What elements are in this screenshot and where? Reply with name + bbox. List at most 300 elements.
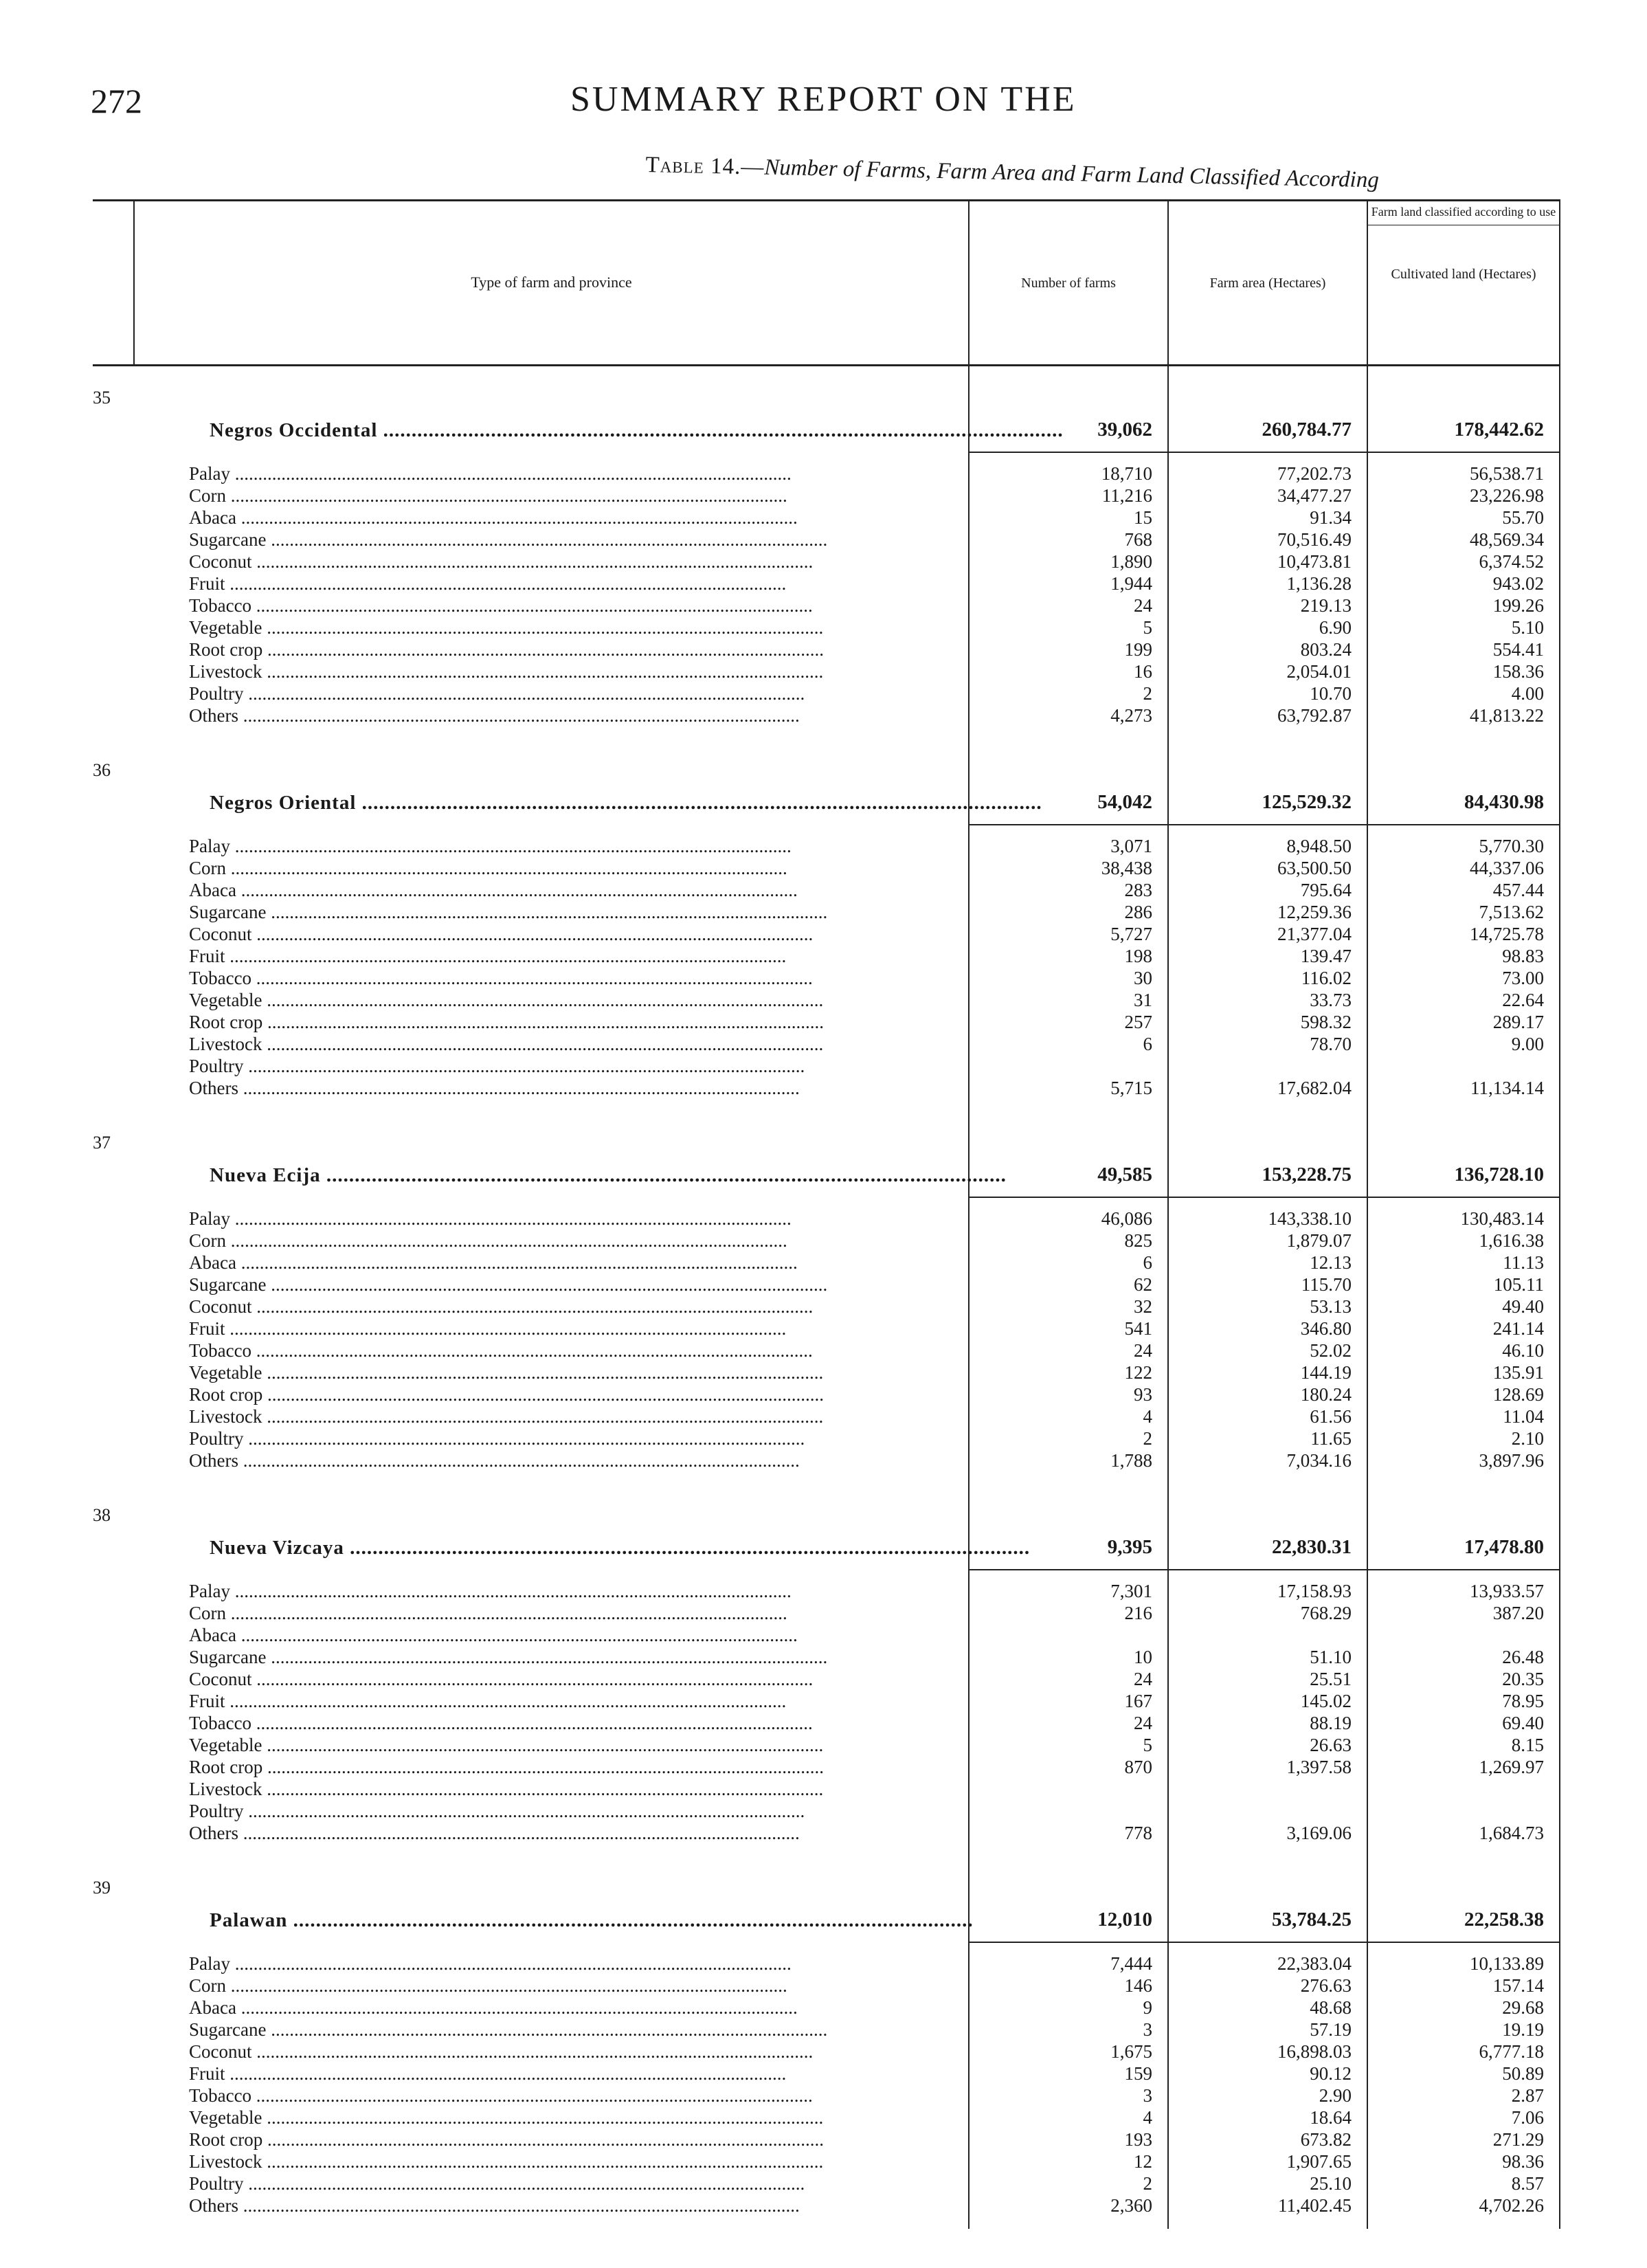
farm-area: 10.70	[1168, 682, 1367, 704]
farm-area: 52.02	[1168, 1339, 1367, 1361]
farm-count: 24	[969, 1339, 1168, 1361]
cultivated-area: 14,725.78	[1367, 923, 1560, 945]
farm-area: 3,169.06	[1168, 1822, 1367, 1844]
farm-area: 78.70	[1168, 1033, 1367, 1055]
table-row	[93, 1690, 1560, 1712]
province-area-total: 53,784.25	[1168, 1856, 1367, 1942]
farm-count: 32	[969, 1296, 1168, 1318]
farm-area: 51.10	[1168, 1646, 1367, 1668]
table-row	[93, 1668, 1560, 1690]
farm-area: 53.13	[1168, 1296, 1367, 1318]
farm-area: 803.24	[1168, 638, 1367, 660]
spacer-cell	[1168, 2216, 1367, 2229]
farm-table-container	[93, 199, 1560, 2216]
farm-area: 768.29	[1168, 1602, 1367, 1624]
cultivated-area: 11,134.14	[1367, 1077, 1560, 1099]
farm-count: 198	[969, 945, 1168, 967]
farm-count: 1,675	[969, 2041, 1168, 2063]
spacer-cell	[93, 1471, 134, 1484]
farm-count: 38,438	[969, 857, 1168, 879]
province-row-number: 39	[93, 1878, 111, 1898]
farm-count: 146	[969, 1975, 1168, 1997]
cultivated-area: 78.95	[1367, 1690, 1560, 1712]
province-name: Negros Occidental ........................................................................................................................	[210, 419, 1064, 441]
cultivated-area: 11.13	[1367, 1252, 1560, 1274]
row-spacer-cell	[93, 1077, 134, 1099]
cultivated-area: 6,777.18	[1367, 2041, 1560, 2063]
province-row-number: 38	[93, 1505, 111, 1525]
row-spacer-cell	[93, 2019, 134, 2041]
farm-area: 26.63	[1168, 1734, 1367, 1756]
spacer-cell	[1168, 1099, 1367, 1111]
row-spacer-cell	[93, 1318, 134, 1339]
table-caption-lead: Table 14.—	[645, 153, 765, 180]
cultivated-area: 29.68	[1367, 1997, 1560, 2019]
province-row	[93, 1111, 1560, 1197]
farm-type-label: Others ........................................................................................................................	[189, 705, 800, 726]
table-row	[93, 1975, 1560, 1997]
cultivated-area: 23,226.98	[1367, 485, 1560, 507]
farm-area: 180.24	[1168, 1383, 1367, 1405]
table-row	[93, 1822, 1560, 1844]
farm-type-label: Others ........................................................................................................................	[189, 2195, 800, 2216]
row-spacer-cell	[93, 989, 134, 1011]
farm-type-label: Root crop ........................................................................................................................	[189, 1384, 824, 1405]
cultivated-area: 5.10	[1367, 616, 1560, 638]
cultivated-area	[1367, 1800, 1560, 1822]
farm-area: 145.02	[1168, 1690, 1367, 1712]
row-spacer-cell	[93, 1011, 134, 1033]
row-spacer-cell	[93, 2150, 134, 2172]
farm-count: 18,710	[969, 452, 1168, 485]
farm-count: 199	[969, 638, 1168, 660]
farm-type-label: Abaca ........................................................................................................................	[189, 1625, 798, 1645]
farm-type-label: Coconut ........................................................................................................................	[189, 1669, 814, 1689]
province-area-total: 260,784.77	[1168, 366, 1367, 453]
table-row	[93, 2194, 1560, 2216]
farm-area: 1,879.07	[1168, 1230, 1367, 1252]
cultivated-area: 49.40	[1367, 1296, 1560, 1318]
row-spacer-cell	[93, 2063, 134, 2084]
farm-count: 1,788	[969, 1449, 1168, 1471]
cultivated-area	[1367, 1624, 1560, 1646]
farm-area	[1168, 1055, 1367, 1077]
cultivated-area: 1,616.38	[1367, 1230, 1560, 1252]
table-row	[93, 507, 1560, 529]
cultivated-area: 1,269.97	[1367, 1756, 1560, 1778]
cultivated-area: 289.17	[1367, 1011, 1560, 1033]
farm-count: 7,444	[969, 1942, 1168, 1975]
table-row	[93, 857, 1560, 879]
table-row	[93, 879, 1560, 901]
row-spacer-cell	[93, 704, 134, 726]
row-spacer-cell	[93, 1997, 134, 2019]
farm-count: 122	[969, 1361, 1168, 1383]
spacer-cell	[93, 726, 134, 739]
row-spacer-cell	[93, 2106, 134, 2128]
table-row	[93, 2172, 1560, 2194]
cultivated-area	[1367, 1055, 1560, 1077]
table-row	[93, 989, 1560, 1011]
header-cultivated-land: Cultivated land (Hectares)	[1391, 266, 1536, 282]
farm-type-label: Palay ........................................................................................................................	[189, 1953, 792, 1974]
table-row	[93, 1318, 1560, 1339]
farm-area: 77,202.73	[1168, 452, 1367, 485]
spacer-cell	[1367, 1099, 1560, 1111]
cultivated-area: 46.10	[1367, 1339, 1560, 1361]
table-row	[93, 594, 1560, 616]
farm-area: 34,477.27	[1168, 485, 1367, 507]
province-row	[93, 1484, 1560, 1570]
cultivated-area: 9.00	[1367, 1033, 1560, 1055]
cultivated-area: 135.91	[1367, 1361, 1560, 1383]
row-spacer-cell	[93, 1230, 134, 1252]
farm-type-label: Fruit ........................................................................................................................	[189, 2063, 787, 2084]
farm-type-label: Sugarcane ........................................................................................................................	[189, 902, 828, 922]
table-row	[93, 1383, 1560, 1405]
row-spacer-cell	[93, 825, 134, 857]
cultivated-area: 41,813.22	[1367, 704, 1560, 726]
province-name: Negros Oriental ........................................................................................................................	[210, 792, 1042, 814]
table-row	[93, 1800, 1560, 1822]
province-farms-total: 12,010	[969, 1856, 1168, 1942]
farm-area	[1168, 1800, 1367, 1822]
farm-count	[969, 1800, 1168, 1822]
farm-count: 778	[969, 1822, 1168, 1844]
farm-count: 4	[969, 1405, 1168, 1427]
farm-type-label: Palay ........................................................................................................................	[189, 1580, 792, 1601]
row-spacer-cell	[93, 1942, 134, 1975]
farm-area: 795.64	[1168, 879, 1367, 901]
header-farm-land-group	[1367, 201, 1560, 366]
table-row	[93, 660, 1560, 682]
farm-type-label: Sugarcane ........................................................................................................................	[189, 2019, 828, 2040]
farm-area: 21,377.04	[1168, 923, 1367, 945]
province-area-total: 125,529.32	[1168, 739, 1367, 825]
cultivated-area: 2.87	[1367, 2084, 1560, 2106]
farm-type-label: Poultry ........................................................................................................................	[189, 2173, 805, 2194]
farm-count: 167	[969, 1690, 1168, 1712]
row-spacer-cell	[93, 2041, 134, 2063]
farm-count: 825	[969, 1230, 1168, 1252]
farm-type-label: Vegetable ........................................................................................................................	[189, 1362, 824, 1383]
farm-area	[1168, 1624, 1367, 1646]
cultivated-area: 157.14	[1367, 1975, 1560, 1997]
farm-type-label: Abaca ........................................................................................................................	[189, 1997, 798, 2018]
farm-area: 11,402.45	[1168, 2194, 1367, 2216]
table-row	[93, 1361, 1560, 1383]
province-cultivated-total: 22,258.38	[1367, 1856, 1560, 1942]
farm-type-label: Abaca ........................................................................................................................	[189, 880, 798, 900]
farm-type-label: Root crop ........................................................................................................................	[189, 2129, 824, 2150]
spacer-cell	[93, 1099, 134, 1111]
farm-type-label: Abaca ........................................................................................................................	[189, 1252, 798, 1273]
farm-count: 3	[969, 2019, 1168, 2041]
farm-area: 6.90	[1168, 616, 1367, 638]
table-row	[93, 1712, 1560, 1734]
table-row	[93, 682, 1560, 704]
row-spacer-cell	[93, 1197, 134, 1230]
table-row	[93, 1230, 1560, 1252]
farm-type-label: Palay ........................................................................................................................	[189, 463, 792, 484]
cultivated-area: 7,513.62	[1367, 901, 1560, 923]
farm-type-label: Palay ........................................................................................................................	[189, 1208, 792, 1229]
cultivated-area: 48,569.34	[1367, 529, 1560, 551]
table-row	[93, 529, 1560, 551]
table-row	[93, 923, 1560, 945]
row-spacer-cell	[93, 1734, 134, 1756]
row-spacer-cell	[93, 945, 134, 967]
cultivated-area: 5,770.30	[1367, 825, 1560, 857]
province-row-number: 37	[93, 1133, 111, 1153]
table-row	[93, 2084, 1560, 2106]
row-spacer-cell	[93, 1339, 134, 1361]
province-row	[93, 739, 1560, 825]
farm-type-label: Poultry ........................................................................................................................	[189, 1801, 805, 1821]
table-row	[93, 2041, 1560, 2063]
cultivated-area: 19.19	[1367, 2019, 1560, 2041]
table-row	[93, 967, 1560, 989]
table-body	[93, 366, 1560, 2230]
table-row	[93, 1405, 1560, 1427]
table-row	[93, 1942, 1560, 1975]
row-spacer-cell	[93, 1822, 134, 1844]
cultivated-area: 44,337.06	[1367, 857, 1560, 879]
row-spacer-cell	[93, 1756, 134, 1778]
row-spacer-cell	[93, 2128, 134, 2150]
spacer-cell	[969, 1844, 1168, 1856]
farm-count: 31	[969, 989, 1168, 1011]
cultivated-area: 55.70	[1367, 507, 1560, 529]
table-row	[93, 1624, 1560, 1646]
farm-type-label: Fruit ........................................................................................................................	[189, 1318, 787, 1339]
spacer-cell	[134, 726, 969, 739]
header-farm-area: Farm area (Hectares)	[1168, 201, 1367, 366]
farm-count: 62	[969, 1274, 1168, 1296]
spacer-cell	[93, 1844, 134, 1856]
table-row	[93, 1778, 1560, 1800]
farm-type-label: Coconut ........................................................................................................................	[189, 924, 814, 944]
province-farms-total: 39,062	[969, 366, 1168, 453]
farm-area: 1,907.65	[1168, 2150, 1367, 2172]
row-spacer-cell	[93, 1449, 134, 1471]
cultivated-area: 22.64	[1367, 989, 1560, 1011]
row-spacer-cell	[93, 616, 134, 638]
header-rownum	[93, 201, 134, 366]
farm-type-label: Livestock ........................................................................................................................	[189, 661, 824, 682]
cultivated-area: 271.29	[1367, 2128, 1560, 2150]
header-number-of-farms: Number of farms	[969, 201, 1168, 366]
cultivated-area: 4,702.26	[1367, 2194, 1560, 2216]
row-spacer-cell	[93, 1252, 134, 1274]
farm-area: 90.12	[1168, 2063, 1367, 2084]
table-row	[93, 1296, 1560, 1318]
farm-count: 7,301	[969, 1570, 1168, 1602]
farm-area	[1168, 1778, 1367, 1800]
cultivated-area: 98.36	[1367, 2150, 1560, 2172]
farm-count: 3	[969, 2084, 1168, 2106]
cultivated-area: 241.14	[1367, 1318, 1560, 1339]
table-row	[93, 945, 1560, 967]
farm-area: 139.47	[1168, 945, 1367, 967]
header-land-classified: Farm land classified according to use	[1368, 201, 1559, 225]
section-spacer	[93, 1844, 1560, 1856]
cultivated-area: 13,933.57	[1367, 1570, 1560, 1602]
spacer-cell	[969, 1471, 1168, 1484]
cultivated-area: 6,374.52	[1367, 551, 1560, 572]
farm-count: 16	[969, 660, 1168, 682]
row-spacer-cell	[93, 2194, 134, 2216]
table-row	[93, 2150, 1560, 2172]
table-row	[93, 1570, 1560, 1602]
row-spacer-cell	[93, 1296, 134, 1318]
farm-area: 91.34	[1168, 507, 1367, 529]
table-row	[93, 1197, 1560, 1230]
cultivated-area: 130,483.14	[1367, 1197, 1560, 1230]
table-row	[93, 1427, 1560, 1449]
farm-type-label: Others ........................................................................................................................	[189, 1823, 800, 1843]
page-number: 272	[91, 82, 142, 120]
cultivated-area: 26.48	[1367, 1646, 1560, 1668]
farm-count: 24	[969, 594, 1168, 616]
farm-area: 673.82	[1168, 2128, 1367, 2150]
table-row	[93, 1449, 1560, 1471]
farm-count: 5	[969, 1734, 1168, 1756]
table-row	[93, 452, 1560, 485]
spacer-cell	[134, 2216, 969, 2229]
table-row	[93, 2019, 1560, 2041]
cultivated-area: 50.89	[1367, 2063, 1560, 2084]
province-row	[93, 1856, 1560, 1942]
spacer-cell	[134, 1099, 969, 1111]
farm-type-label: Others ........................................................................................................................	[189, 1078, 800, 1098]
row-spacer-cell	[93, 1712, 134, 1734]
farm-type-label: Sugarcane ........................................................................................................................	[189, 529, 828, 550]
farm-type-label: Corn ........................................................................................................................	[189, 1603, 787, 1623]
spacer-cell	[969, 1099, 1168, 1111]
farm-type-label: Tobacco ........................................................................................................................	[189, 595, 813, 616]
farm-type-label: Root crop ........................................................................................................................	[189, 1012, 824, 1032]
farm-type-label: Tobacco ........................................................................................................................	[189, 968, 813, 988]
farm-count: 257	[969, 1011, 1168, 1033]
farm-area: 63,792.87	[1168, 704, 1367, 726]
table-row	[93, 2128, 1560, 2150]
cultivated-area: 128.69	[1367, 1383, 1560, 1405]
farm-type-label: Tobacco ........................................................................................................................	[189, 1340, 813, 1361]
farm-area: 25.10	[1168, 2172, 1367, 2194]
farm-area: 11.65	[1168, 1427, 1367, 1449]
row-spacer-cell	[93, 594, 134, 616]
province-name: Nueva Vizcaya ........................................................................................................................	[210, 1537, 1031, 1559]
farm-type-label: Poultry ........................................................................................................................	[189, 683, 805, 704]
farm-area: 116.02	[1168, 967, 1367, 989]
farm-area: 61.56	[1168, 1405, 1367, 1427]
spacer-cell	[134, 1844, 969, 1856]
province-row	[93, 366, 1560, 453]
farm-type-label: Coconut ........................................................................................................................	[189, 551, 814, 572]
row-spacer-cell	[93, 1778, 134, 1800]
section-spacer	[93, 1471, 1560, 1484]
table-row	[93, 704, 1560, 726]
farm-area: 219.13	[1168, 594, 1367, 616]
table-row	[93, 1274, 1560, 1296]
farm-count: 286	[969, 901, 1168, 923]
farm-type-label: Fruit ........................................................................................................................	[189, 573, 787, 594]
farm-count: 15	[969, 507, 1168, 529]
table-row	[93, 572, 1560, 594]
farm-count: 5,727	[969, 923, 1168, 945]
cultivated-area: 8.57	[1367, 2172, 1560, 2194]
table-row	[93, 1077, 1560, 1099]
row-spacer-cell	[93, 2084, 134, 2106]
farm-type-label: Livestock ........................................................................................................................	[189, 1034, 824, 1054]
cultivated-area: 158.36	[1367, 660, 1560, 682]
cultivated-area	[1367, 1778, 1560, 1800]
farm-area: 12.13	[1168, 1252, 1367, 1274]
province-area-total: 153,228.75	[1168, 1111, 1367, 1197]
farm-area: 115.70	[1168, 1274, 1367, 1296]
cultivated-area: 387.20	[1367, 1602, 1560, 1624]
table-caption	[645, 153, 1566, 197]
cultivated-area: 943.02	[1367, 572, 1560, 594]
farm-type-label: Tobacco ........................................................................................................................	[189, 2085, 813, 2106]
province-area-total: 22,830.31	[1168, 1484, 1367, 1570]
table-row	[93, 1339, 1560, 1361]
row-spacer-cell	[93, 1602, 134, 1624]
farm-area: 143,338.10	[1168, 1197, 1367, 1230]
farm-area: 22,383.04	[1168, 1942, 1367, 1975]
table-row	[93, 2063, 1560, 2084]
farm-count: 2	[969, 2172, 1168, 2194]
farm-area: 48.68	[1168, 1997, 1367, 2019]
cultivated-area: 554.41	[1367, 638, 1560, 660]
farm-count: 10	[969, 1646, 1168, 1668]
farm-area: 16,898.03	[1168, 2041, 1367, 2063]
province-row-number: 36	[93, 760, 111, 780]
farm-area: 10,473.81	[1168, 551, 1367, 572]
row-spacer-cell	[93, 857, 134, 879]
farm-count: 6	[969, 1033, 1168, 1055]
province-cultivated-total: 178,442.62	[1367, 366, 1560, 453]
farm-area: 63,500.50	[1168, 857, 1367, 879]
row-spacer-cell	[93, 1624, 134, 1646]
farm-count: 283	[969, 879, 1168, 901]
farm-area: 70,516.49	[1168, 529, 1367, 551]
province-farms-total: 49,585	[969, 1111, 1168, 1197]
cultivated-area: 8.15	[1367, 1734, 1560, 1756]
farm-count: 24	[969, 1712, 1168, 1734]
farm-type-label: Livestock ........................................................................................................................	[189, 1779, 824, 1799]
cultivated-area: 56,538.71	[1367, 452, 1560, 485]
section-spacer	[93, 726, 1560, 739]
farm-type-label: Fruit ........................................................................................................................	[189, 946, 787, 966]
header-type-province: Type of farm and province	[134, 201, 969, 366]
farm-count: 159	[969, 2063, 1168, 2084]
farm-type-label: Corn ........................................................................................................................	[189, 1230, 787, 1251]
row-spacer-cell	[93, 682, 134, 704]
farm-count: 870	[969, 1756, 1168, 1778]
spacer-cell	[93, 2216, 134, 2229]
farm-area: 7,034.16	[1168, 1449, 1367, 1471]
farm-count: 541	[969, 1318, 1168, 1339]
province-name: Nueva Ecija ........................................................................................................................	[210, 1164, 1007, 1186]
cultivated-area: 69.40	[1367, 1712, 1560, 1734]
province-name: Palawan ........................................................................................................................	[210, 1909, 974, 1931]
spacer-cell	[1367, 2216, 1560, 2229]
farm-type-label: Vegetable ........................................................................................................................	[189, 990, 824, 1010]
farm-type-label: Coconut ........................................................................................................................	[189, 2041, 814, 2062]
cultivated-area: 1,684.73	[1367, 1822, 1560, 1844]
